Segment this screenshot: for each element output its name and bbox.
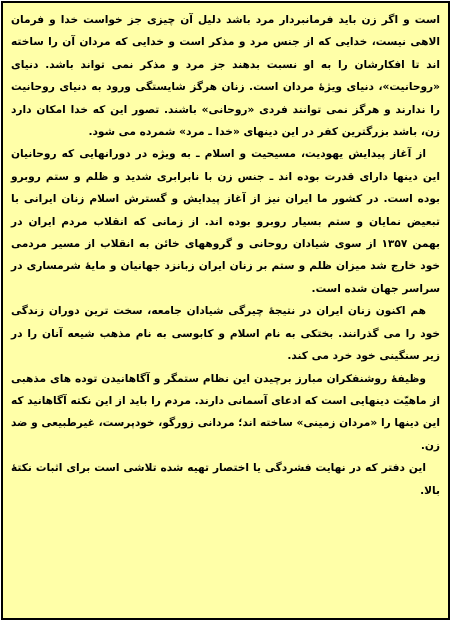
paragraph-4: وظیفهٔ روشنفکران مبارز برچیدن این نظام ستمگر و آگاهانیدن توده های مذهبی از ماهیّت دینهایی است که ادعای آسمانی دارند. مردم را باید از این نکته آگاهانید که این دینها را «مردان زمینی» ساخته اند؛ مردانی زورگو، خودپرست، غیرطبیعی و ضد زن. [11, 372, 440, 452]
paragraph-3: هم اکنون زنان ایران در نتیجهٔ چیرگی شیادان جامعه، سخت ترین دوران زندگی خود را می گذرانند. بختکی به نام اسلام و کابوسی به نام مذهب شیعه آنان را در زیر سنگینی خود خرد می کند. [11, 305, 440, 363]
paragraph-5: این دفتر که در نهایت فشردگی یا اختصار تهیه شده تلاشی است برای اثبات نکتهٔ بالا. [11, 462, 440, 497]
document-body [11, 9, 440, 502]
paragraph-2: از آغاز پیدایش یهودیت، مسیحیت و اسلام ـ به ویژه در دورانهایی که روحانیان این دینها دارای قدرت بوده اند ـ جنس زن با نابرابری شدید و ظلم و ستم روبرو بوده است. در کشور ما ایران نیز از آغاز پیدایش و گسترش اسلام زنان ایرانی با تبعیض نمایان و ستم بسیار روبرو بوده اند. از زمانی که انقلاب مردم ایران در بهمن ۱۳۵۷ از سوی شیادان روحانی و گروههای خائن به انقلاب از مسیر مردمی خود خارج شد میزان ظلم و ستم بر زنان ایران زبانزد جهانیان و مایهٔ شرمساری در سراسر جهان شده است. [11, 148, 440, 295]
document-page [1, 1, 450, 620]
paragraph-1: است و اگر زن باید فرمانبردار مرد باشد دلیل آن چیزی جز خواست خدا و فرمان الاهی نیست، خدایی که از جنس مرد و مذکر است و خدایی که مردان آن را ساخته اند تا افکارشان را به او نسبت بدهند جز مرد و مذکر نمی تواند باشد. دنیای «روحانیت»، دنیای ویژهٔ مردان است. زنان هرگز شایستگی ورود به دنیای روحانیت را ندارند و هرگز نمی توانند فردی «روحانی» باشند. تصور این که خدا امکان دارد زن، باشد بزرگترین کفر در این دینهای «خدا ـ مرد» شمرده می شود. [11, 14, 440, 139]
